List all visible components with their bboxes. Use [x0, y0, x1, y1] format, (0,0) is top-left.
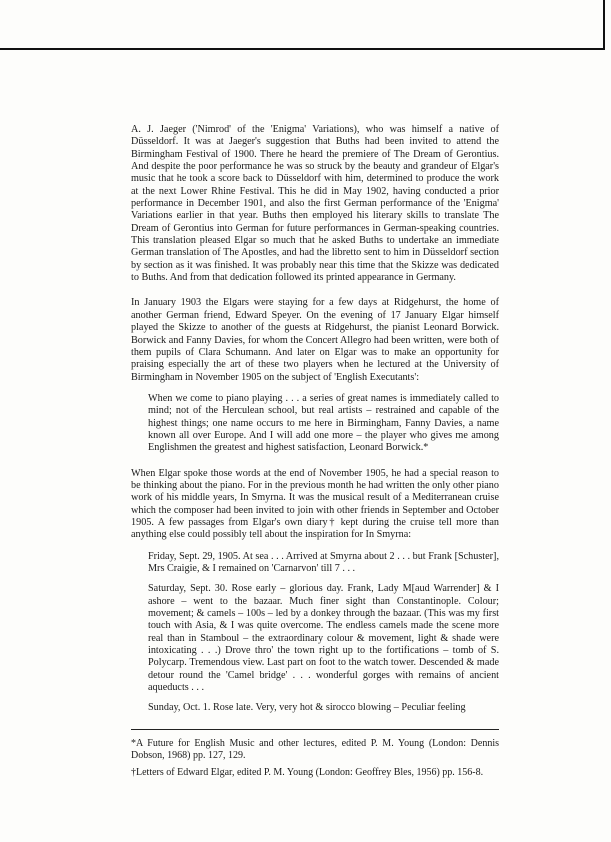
paragraph-jaeger: A. J. Jaeger ('Nimrod' of the 'Enigma' Variations), who was himself a native of Düsseldorf. It was at Jaeger's suggestion that Buths had been invited to attend the Birmingham Festival of 1900. There he heard the premiere of The Dream of Gerontius. And despite the poor performance he was so struck by the beauty and grandeur of Elgar's music that he took a score back to Düsseldorf with him, determined to produce the work at the next Lower Rhine Festival. This he did in May 1902, having conducted a prior performance in December 1901, and also the first German performance of the 'Enigma' Variations earlier in that year. Buths then employed his literary skills to translate The Dream of Gerontius into German for future performances in German-speaking countries. This translation pleased Elgar so much that he asked Buths to undertake an immediate German translation of The Apostles, and had the libretto sent to him in Düsseldorf section by section as it was finished. It was probably near this time that the Skizze was dedicated to Buths. And from that dedication followed its printed appearance in Germany.: [131, 124, 499, 284]
diary-entry-oct-1: Sunday, Oct. 1. Rose late. Very, very hot & sirocco blowing – Peculiar feeling: [148, 702, 466, 714]
paragraph-ridgehurst: In January 1903 the Elgars were staying for a few days at Ridgehurst, the home of another German friend, Edward Speyer. On the evening of 17 January Elgar himself played the Skizze to another of the guests at Ridgehurst, the pianist Leonard Borwick. Borwick and Fanny Davies, for whom the Concert Allegro had been written, were both of them pupils of Clara Schumann. And later on Elgar was to make an opportunity for praising especially the art of these two players when he lectured at the University of Birmingham in November 1905 on the subject of 'English Executants':: [131, 297, 499, 383]
corner-rule: [603, 0, 605, 50]
footnotes: [131, 738, 499, 779]
footnote-2: †Letters of Edward Elgar, edited P. M. Young (London: Geoffrey Bles, 1956) pp. 156-8.: [131, 766, 484, 778]
diary-entry-sept-29: Friday, Sept. 29, 1905. At sea . . . Arrived at Smyrna about 2 . . . but Frank [Schuster], Mrs Craigie, & I remained on 'Carnarvon' till 7 . . .: [148, 550, 499, 574]
diary-quote: [148, 551, 499, 715]
block-quote: [148, 393, 499, 455]
paragraph-smyrna: When Elgar spoke those words at the end of November 1905, he had a special reason to be thinking about the piano. For in the previous month he had written the only other piano work of his middle years, In Smyrna. It was the musical result of a Mediterranean cruise which the composer had been invited to join with other friends in September and October 1905. A few passages from Elgar's own diary† kept during the cruise tell more than anything else could possibly tell about the inspiration for In Smyrna:: [131, 467, 499, 541]
quote-english-executants: When we come to piano playing . . . a series of great names is immediately called to mind; not of the Herculean school, but real artists – restrained and capable of the highest things; one name occurs to me here in Birmingham, Fanny Davies, a name known all over Europe. And I will add one more – the player who gives me among Englishmen the greatest and highest satisfaction, Leonard Borwick.*: [148, 392, 499, 454]
page-body: [131, 124, 499, 779]
top-rule: [0, 48, 605, 50]
footnote-rule: [131, 729, 499, 730]
diary-entry-sept-30: Saturday, Sept. 30. Rose early – glorious day. Frank, Lady M[aud Warrender] & I ashore – went to the bazaar. Much finer sight than Constantinople. Colour; movement; & camels – 100s – led by a donkey through the bazaar. (This was my first touch with Asia, & I was quite overcome. The endless camels made the scene more real than in Stamboul – the extraordinary colour & movement, light & shade were intoxicating . . .) Drove thro' the town right up to the fortifications – tomb of S. Polycarp. Tremendous view. Last part on foot to the watch tower. Descended & made detour round the 'Camel bridge' . . . wonderful gorges with remains of ancient aqueducts . . .: [148, 583, 499, 694]
footnote-1: *A Future for English Music and other lectures, edited P. M. Young (London: Dennis Dobson, 1968) pp. 127, 129.: [131, 737, 499, 762]
